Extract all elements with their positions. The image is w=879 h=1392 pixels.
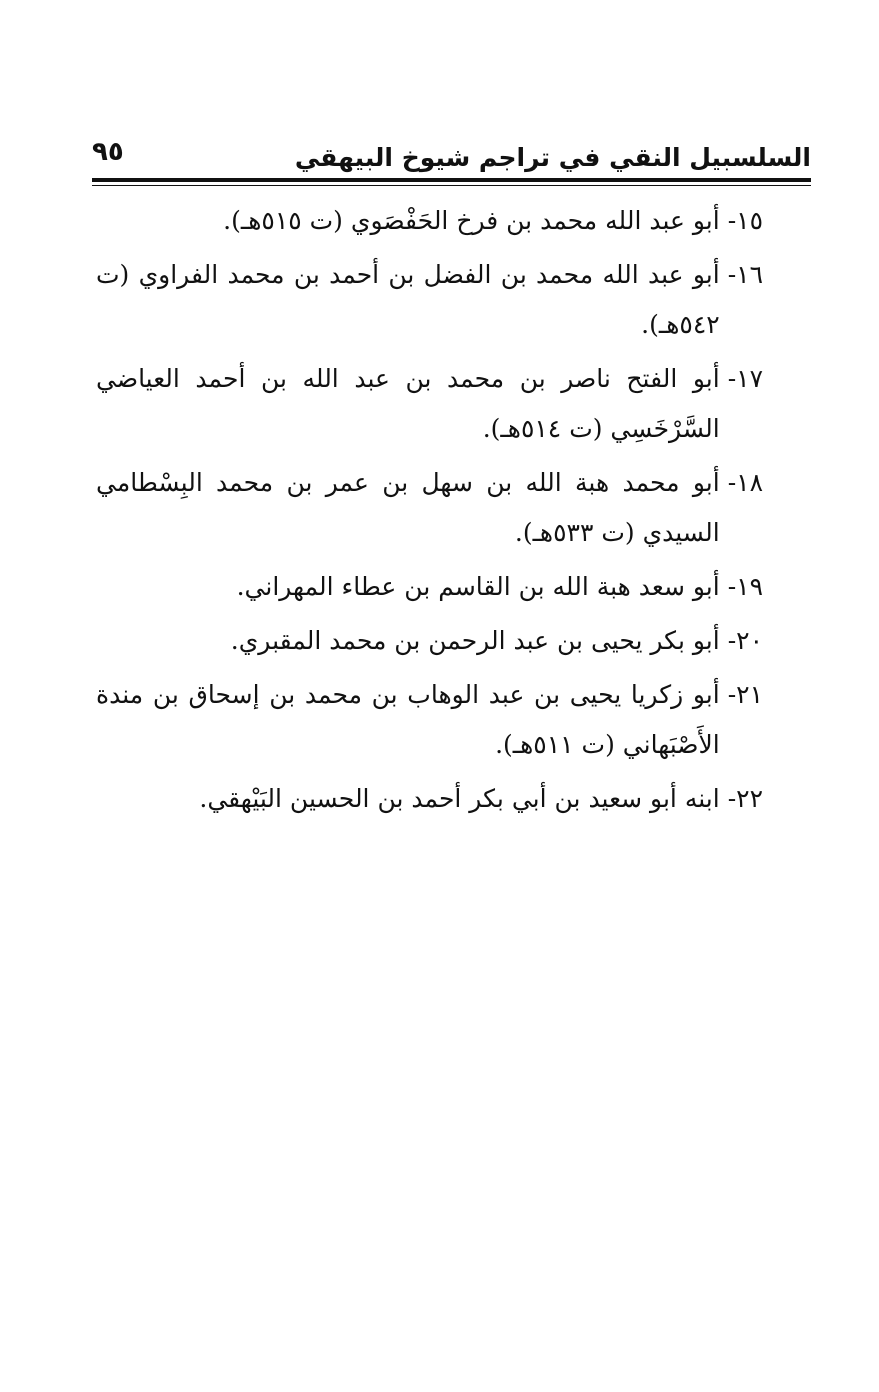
- entry-number: ١٧-: [727, 364, 763, 393]
- list-item: [96, 354, 763, 454]
- header-rule-thick: [92, 178, 811, 182]
- running-title: السلسبيل النقي في تراجم شيوخ البيهقي: [294, 143, 811, 172]
- entry-number: ٢٠-: [727, 626, 763, 655]
- entries-list: [96, 196, 763, 828]
- list-item: [96, 774, 763, 824]
- page-header: [92, 128, 811, 180]
- list-item: [96, 458, 763, 558]
- entry-text: أبو بكر يحيى بن عبد الرحمن بن محمد المقبري.: [230, 626, 720, 655]
- list-item: [96, 616, 763, 666]
- entry-text: أبو عبد الله محمد بن الفضل بن أحمد بن محمد الفراوي (ت ٥٤٢هـ).: [96, 260, 720, 339]
- entry-text: أبو سعد هبة الله بن القاسم بن عطاء المهراني.: [236, 572, 720, 601]
- entry-number: ٢٢-: [727, 784, 763, 813]
- page-number: ٩٥: [92, 137, 124, 167]
- entry-text: أبو عبد الله محمد بن فرخ الحَفْصَوي (ت ٥١٥هـ).: [223, 206, 720, 235]
- entry-number: ٢١-: [727, 680, 763, 709]
- entry-text: ابنه أبو سعيد بن أبي بكر أحمد بن الحسين البَيْهقي.: [199, 784, 720, 813]
- entry-text: أبو الفتح ناصر بن محمد بن عبد الله بن أحمد العياضي السَّرْخَسِي (ت ٥١٤هـ).: [96, 364, 720, 443]
- list-item: [96, 250, 763, 350]
- entry-number: ١٨-: [727, 468, 763, 497]
- list-item: [96, 196, 763, 246]
- entry-number: ١٩-: [727, 572, 763, 601]
- entry-text: أبو زكريا يحيى بن عبد الوهاب بن محمد بن إسحاق بن مندة الأَصْبَهاني (ت ٥١١هـ).: [96, 680, 720, 759]
- list-item: [96, 670, 763, 770]
- entry-number: ١٦-: [727, 260, 763, 289]
- entry-text: أبو محمد هبة الله بن سهل بن عمر بن محمد البِسْطامي السيدي (ت ٥٣٣هـ).: [96, 468, 720, 547]
- header-rule-thin: [92, 185, 811, 186]
- entry-number: ١٥-: [727, 206, 763, 235]
- list-item: [96, 562, 763, 612]
